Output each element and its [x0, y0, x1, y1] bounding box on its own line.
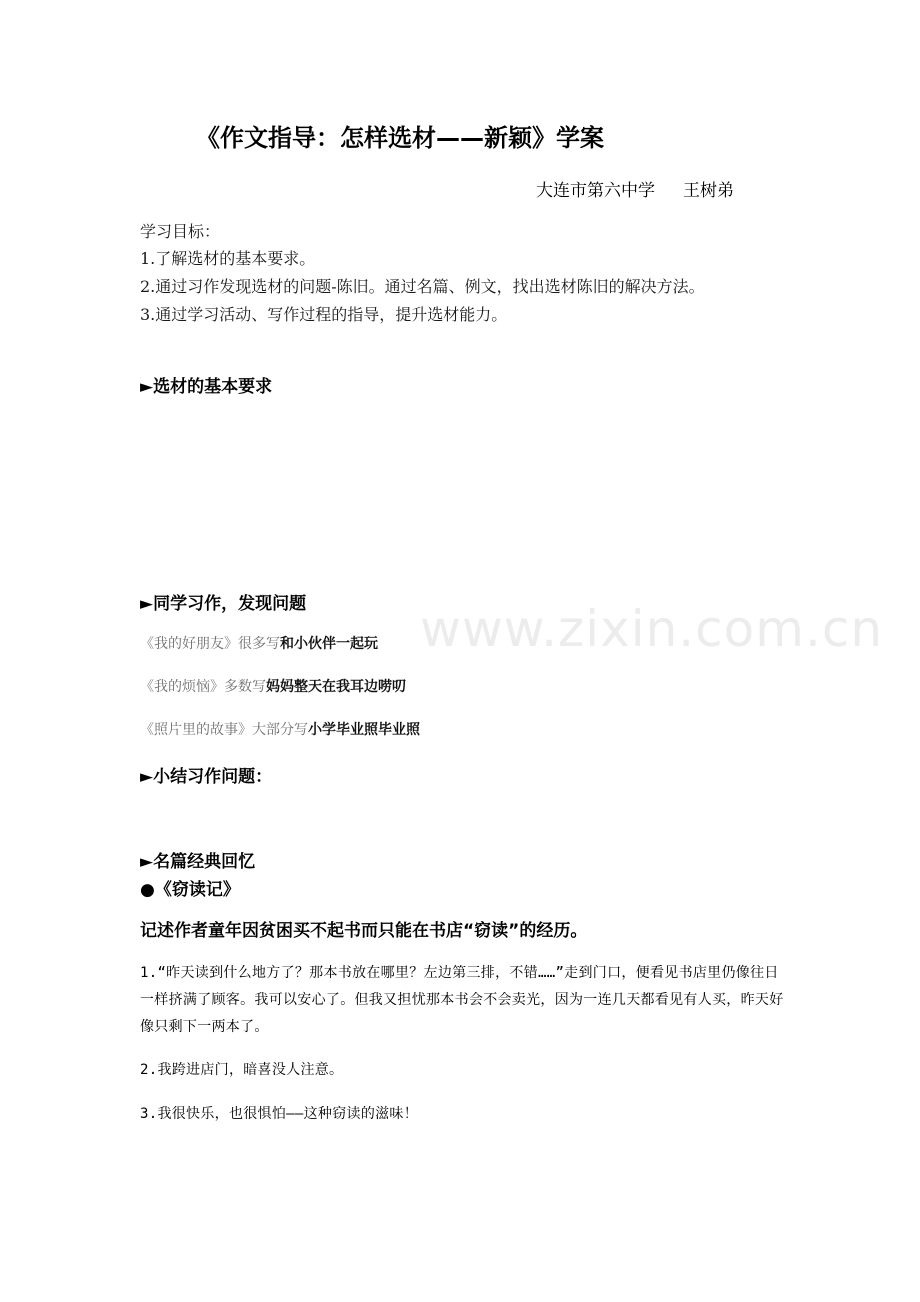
- objective-item: 1.了解选材的基本要求。: [140, 249, 316, 268]
- example-qualifier: 大部分写: [252, 722, 308, 738]
- example-book: 《我的好朋友》: [140, 636, 238, 652]
- example-topic: 小学毕业照毕业照: [308, 722, 420, 738]
- classic-paragraph: 1.“昨天读到什么地方了？那本书放在哪里？左边第三排，不错……”走到门口，便看见书店里仍像往日一样挤满了顾客。我可以安心了。但我又担忧那本书会不会卖光，因为一连几天都看见有人买，昨天好像只剩下一两本了。: [140, 965, 784, 1035]
- objective-item: 3.通过学习活动、写作过程的指导，提升选材能力。: [140, 305, 508, 324]
- classic-paragraph: 2.我跨进店门，暗喜没人注意。: [140, 1062, 344, 1078]
- example-item: [140, 676, 406, 696]
- section-basic-requirements: ►选材的基本要求: [140, 377, 273, 397]
- objectives-heading: 学习目标：: [140, 222, 221, 241]
- classic-paragraph: 3.我很快乐，也很惧怕——这种窃读的滋味！: [140, 1106, 419, 1122]
- watermark: www.zixin.com.cn: [420, 600, 884, 658]
- example-book: 《照片里的故事》: [140, 722, 252, 738]
- example-topic: 和小伙伴一起玩: [280, 636, 378, 652]
- document-title: 《作文指导：怎样选材——新颖》学案: [196, 124, 604, 152]
- author-line: [536, 176, 734, 201]
- author-name: 王树弟: [683, 181, 734, 201]
- classic-summary: 记述作者童年因贫困买不起书而只能在书店“窃读”的经历。: [140, 921, 588, 941]
- example-book: 《我的烦恼》: [140, 679, 224, 695]
- example-qualifier: 多数写: [224, 679, 266, 695]
- objective-item: 2.通过习作发现选材的问题-陈旧。通过名篇、例文，找出选材陈旧的解决方法。: [140, 277, 705, 296]
- school-name: 大连市第六中学: [536, 181, 655, 201]
- example-topic: 妈妈整天在我耳边唠叨: [266, 679, 406, 695]
- example-item: [140, 633, 378, 653]
- example-qualifier: 很多写: [238, 636, 280, 652]
- section-summary: ►小结习作问题：: [140, 767, 273, 787]
- classic-title: ●《窃读记》: [140, 880, 240, 900]
- example-item: [140, 719, 420, 739]
- section-classics: ►名篇经典回忆: [140, 852, 256, 872]
- section-find-problems: ►同学习作，发现问题: [140, 594, 307, 614]
